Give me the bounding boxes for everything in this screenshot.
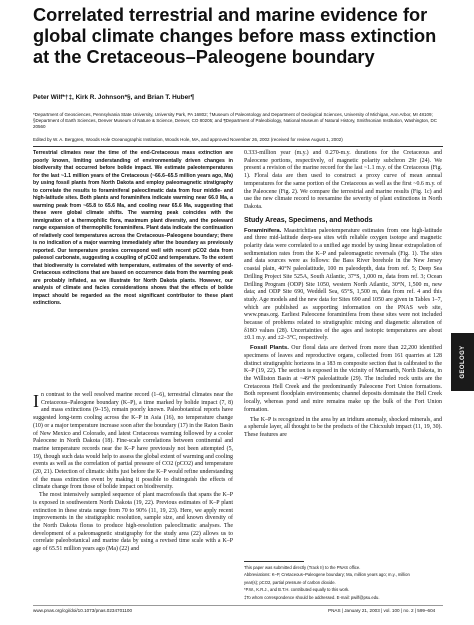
section-heading-methods: Study Areas, Specimens, and Methods (244, 216, 373, 224)
footnote-divider (244, 561, 304, 562)
foraminifera-text: Maastrichtian paleotemperature estimates from one high-latitude and three mid-latitude deep-sea sites with reliable oxygen isotope and magnetic polarity data were correlated to a unified age model by using linear extrapolation of sedimentation rates from the K–P and paleomagnetic reversals (Fig. 1). The sites and data sources were as follows: the Bass River borehole in the New Jersey coastal plain, 40°N paleolatitude, 100 m paleodepth, data from ref. 5; Deep Sea Drilling Project Site 525A, South Atlantic, 37°S, 1,000 m, data from ref. 3; Ocean Drilling Program (ODP) Site 1050, western North Atlantic, 30°N, 1,500 m, new data; and ODP Site 690, Weddell Sea, 65°S, 1,500 m, data from ref. 4 and this study. Age models and the new data for Sites 690 and 1050 are given in Tables 1–7, which are published as supporting information on the PNAS web site, www.pnas.org. Earliest Paleocene foraminifera from these sites were not included because of problems related to stratigraphic mixing and diagenetic alteration of δ18O values (28). Uncertainties of the ages and isotopic temperatures are about ±0.1 m.y. and ±2–3°C, respectively. (244, 227, 442, 342)
drop-cap: I (33, 391, 39, 411)
foraminifera-paragraph (244, 228, 442, 344)
side-tab-label: GEOLOGY (459, 345, 466, 379)
intro-paragraph-1: n contrast to the well resolved marine record (1–6), terrestrial climates near the Cretaceous–Paleogene boundary (K–P), a time marked by bolide impact (7, 8) and mass extinctions (9–15), remain poorly known. Paleobotanical reports have suggested long-term cooling across the K–P in Asia (16), no temperature change (10) or a major temperature increase soon after the boundary (17) in the Raton Basin of New Mexico and Colorado, and latest Cretaceous warming followed by a cooler Paleocene in North Dakota (18). Fine-scale correlations between continental and marine temperature records near the K–P have previously not been attempted (5, 19), though such data would help to assess the global extent of warming and cooling events as well as the correlation of partial pressure of CO2 (pCO2) and temperature (20, 21). Detection of climatic shifts just before the K–P would refine understanding of the mass extinction event by making it possible to distinguish the effects of climate change from those of bolide impact on biodiversity. (33, 392, 233, 491)
affiliations: *Department of Geosciences, Pennsylvania State University, University Park, PA 16802; †Museum of Paleontology and Department of Geological Sciences, University of Michigan, Ann Arbor, MI 48109; §Department of Earth Sciences, Denver Museum of Nature & Science, Denver, CO 80205; and ¶Department of Paleobiology, National Museum of Natural History, Smithsonian Institution, Washington, DC 20560 (33, 112, 438, 129)
paper-title: Correlated terrestrial and marine evidence for global climate changes before mass extinction at the Cretaceous–Paleogene boundary (33, 5, 437, 67)
abstract: Terrestrial climates near the time of the end-Cretaceous mass extinction are poorly known, limiting understanding of environmentally driven changes in biodiversity that occurred before bolide impact. We estimate paleotemperatures for the last ~1.1 million years of the Cretaceous (~66.6–65.5 million years ago, Ma) by using fossil plants from North Dakota and employ paleomagnetic stratigraphy to correlate the results to foraminiferal paleoclimatic data from four middle- and high-latitude sites. Both plants and foraminifera indicate warming near 66.0 Ma, a warming peak from ~65.8 to 65.6 Ma, and cooling near 65.6 Ma, suggesting that these were global climate shifts. The warming peak coincides with the immigration of a thermophilic flora, maximum plant diversity, and the poleward range expansion of thermophilic foraminifera. Plant data indicate the continuation of relatively cool temperatures across the Cretaceous–Paleogene boundary; there is no indication of a major warming immediately after the boundary as previously reported. Our temperature proxies correspond well with recent pCO2 data from paleosol carbonate, suggesting a coupling of pCO2 and temperature. To the extent that biodiversity is correlated with temperature, estimates of the severity of end-Cretaceous extinctions that are based on occurrence data from the warming peak are probably inflated, as we illustrate for North Dakota plants. However, our analysis of climate and facies considerations shows that the effects of bolide impact should be regarded as the most significant contributor to these plant extinctions. (33, 150, 234, 306)
fossil-plants-text: Our floral data are derived from more than 22,200 identified specimens of leaves and reproductive organs, collected from 161 quarries at 128 distinct stratigraphic horizons in a 183 m composite section that is calibrated to the K–P (19, 22). The section is exposed in the vicinity of Marmarth, North Dakota, in the Williston Basin at ~49°N paleolatitude (29). The included rock units are the Cretaceous Hell Creek and the predominantly Paleocene Fort Union formations. Both represent floodplain environments; channel deposits dominate the Hell Creek locally, whereas pond and mire remains make up the bulk of the Fort Union formation. (244, 345, 442, 413)
fossil-plants-subheading: Fossil Plants. (250, 345, 289, 352)
right-column (244, 150, 442, 442)
right-intro-paragraph: 0.333-million year (m.y.) and 0.270-m.y. durations for the Cretaceous and Paleocene portions, respectively, of magnetic polarity subchron 29r (24). We present a revision of the marine record for the last ~1.1 m.y. of the Cretaceous (Fig. 1). Floral data are then used to construct a proxy curve of mean annual temperatures for the same portion of the Cretaceous as well as the first ~0.6 m.y. of the Paleocene (Fig. 2). We compare the terrestrial and marine results (Fig. 1c) and use the new climate record to reexamine the severity of plant extinctions in North Dakota. (244, 150, 442, 210)
footer-divider (33, 605, 443, 606)
doi-link[interactable]: www.pnas.org/cgi/doi/10.1073/pnas.0234701100 (33, 608, 133, 613)
kp-recognition-paragraph: The K–P is recognized in the area by an iridium anomaly, shocked minerals, and a spherule layer, all thought to be the products of the Chicxulub impact (11, 19, 30). These features are (244, 416, 442, 438)
footnotes (244, 564, 442, 601)
footnote-line: ‡To whom correspondence should be addressed. E-mail: pwilf@psu.edu. (244, 594, 380, 600)
introduction-text (33, 392, 233, 554)
footnote-line: This paper was submitted directly (Track II) to the PNAS office. (244, 565, 361, 570)
footnote-line: Abbreviations: K–P, Cretaceous–Paleogene boundary; Ma, million years ago; m.y., million (244, 572, 410, 578)
foraminifera-subheading: Foraminifera. (244, 227, 282, 234)
journal-citation: PNAS | January 21, 2003 | vol. 100 | no. 2 | 599–604 (328, 608, 436, 613)
footnote-line: *P.W., K.R.J., and B.T.H. contributed equally to this work. (244, 587, 350, 593)
communicated-by: Edited by W. A. Berggren, Woods Hole Oceanographic Institution, Woods Hole, MA, and approved November 26, 2002 (received for review August 1, 2002) (33, 137, 343, 142)
footnote-line: year(s); pCO2, partial pressure of carbon dioxide. (244, 579, 336, 585)
fossil-plants-paragraph (244, 345, 442, 414)
intro-paragraph-2: The most intensively sampled sequence of plant macrofossils that spans the K–P is exposed in southwestern North Dakota (19, 22). Previous estimates of K–P plant extinction in these strata range from 70 to 90% (11, 19, 23). Here, we apply recent improvements in the stratigraphic resolution, sample size, and known diversity of the North Dakota floras to produce high-resolution paleoclimatic analyses. The development of a paleomagnetic stratigraphy for the study area (22) allows us to correlate paleobotanical and marine data by using a revised time scale with a K–P age of 65.51 million years ago (Ma) (22) and (33, 492, 233, 553)
author-list: Peter Wilf*†‡, Kirk R. Johnson*§, and Brian T. Huber¶ (33, 94, 195, 101)
section-side-tab (451, 333, 474, 391)
header-divider (33, 146, 443, 147)
